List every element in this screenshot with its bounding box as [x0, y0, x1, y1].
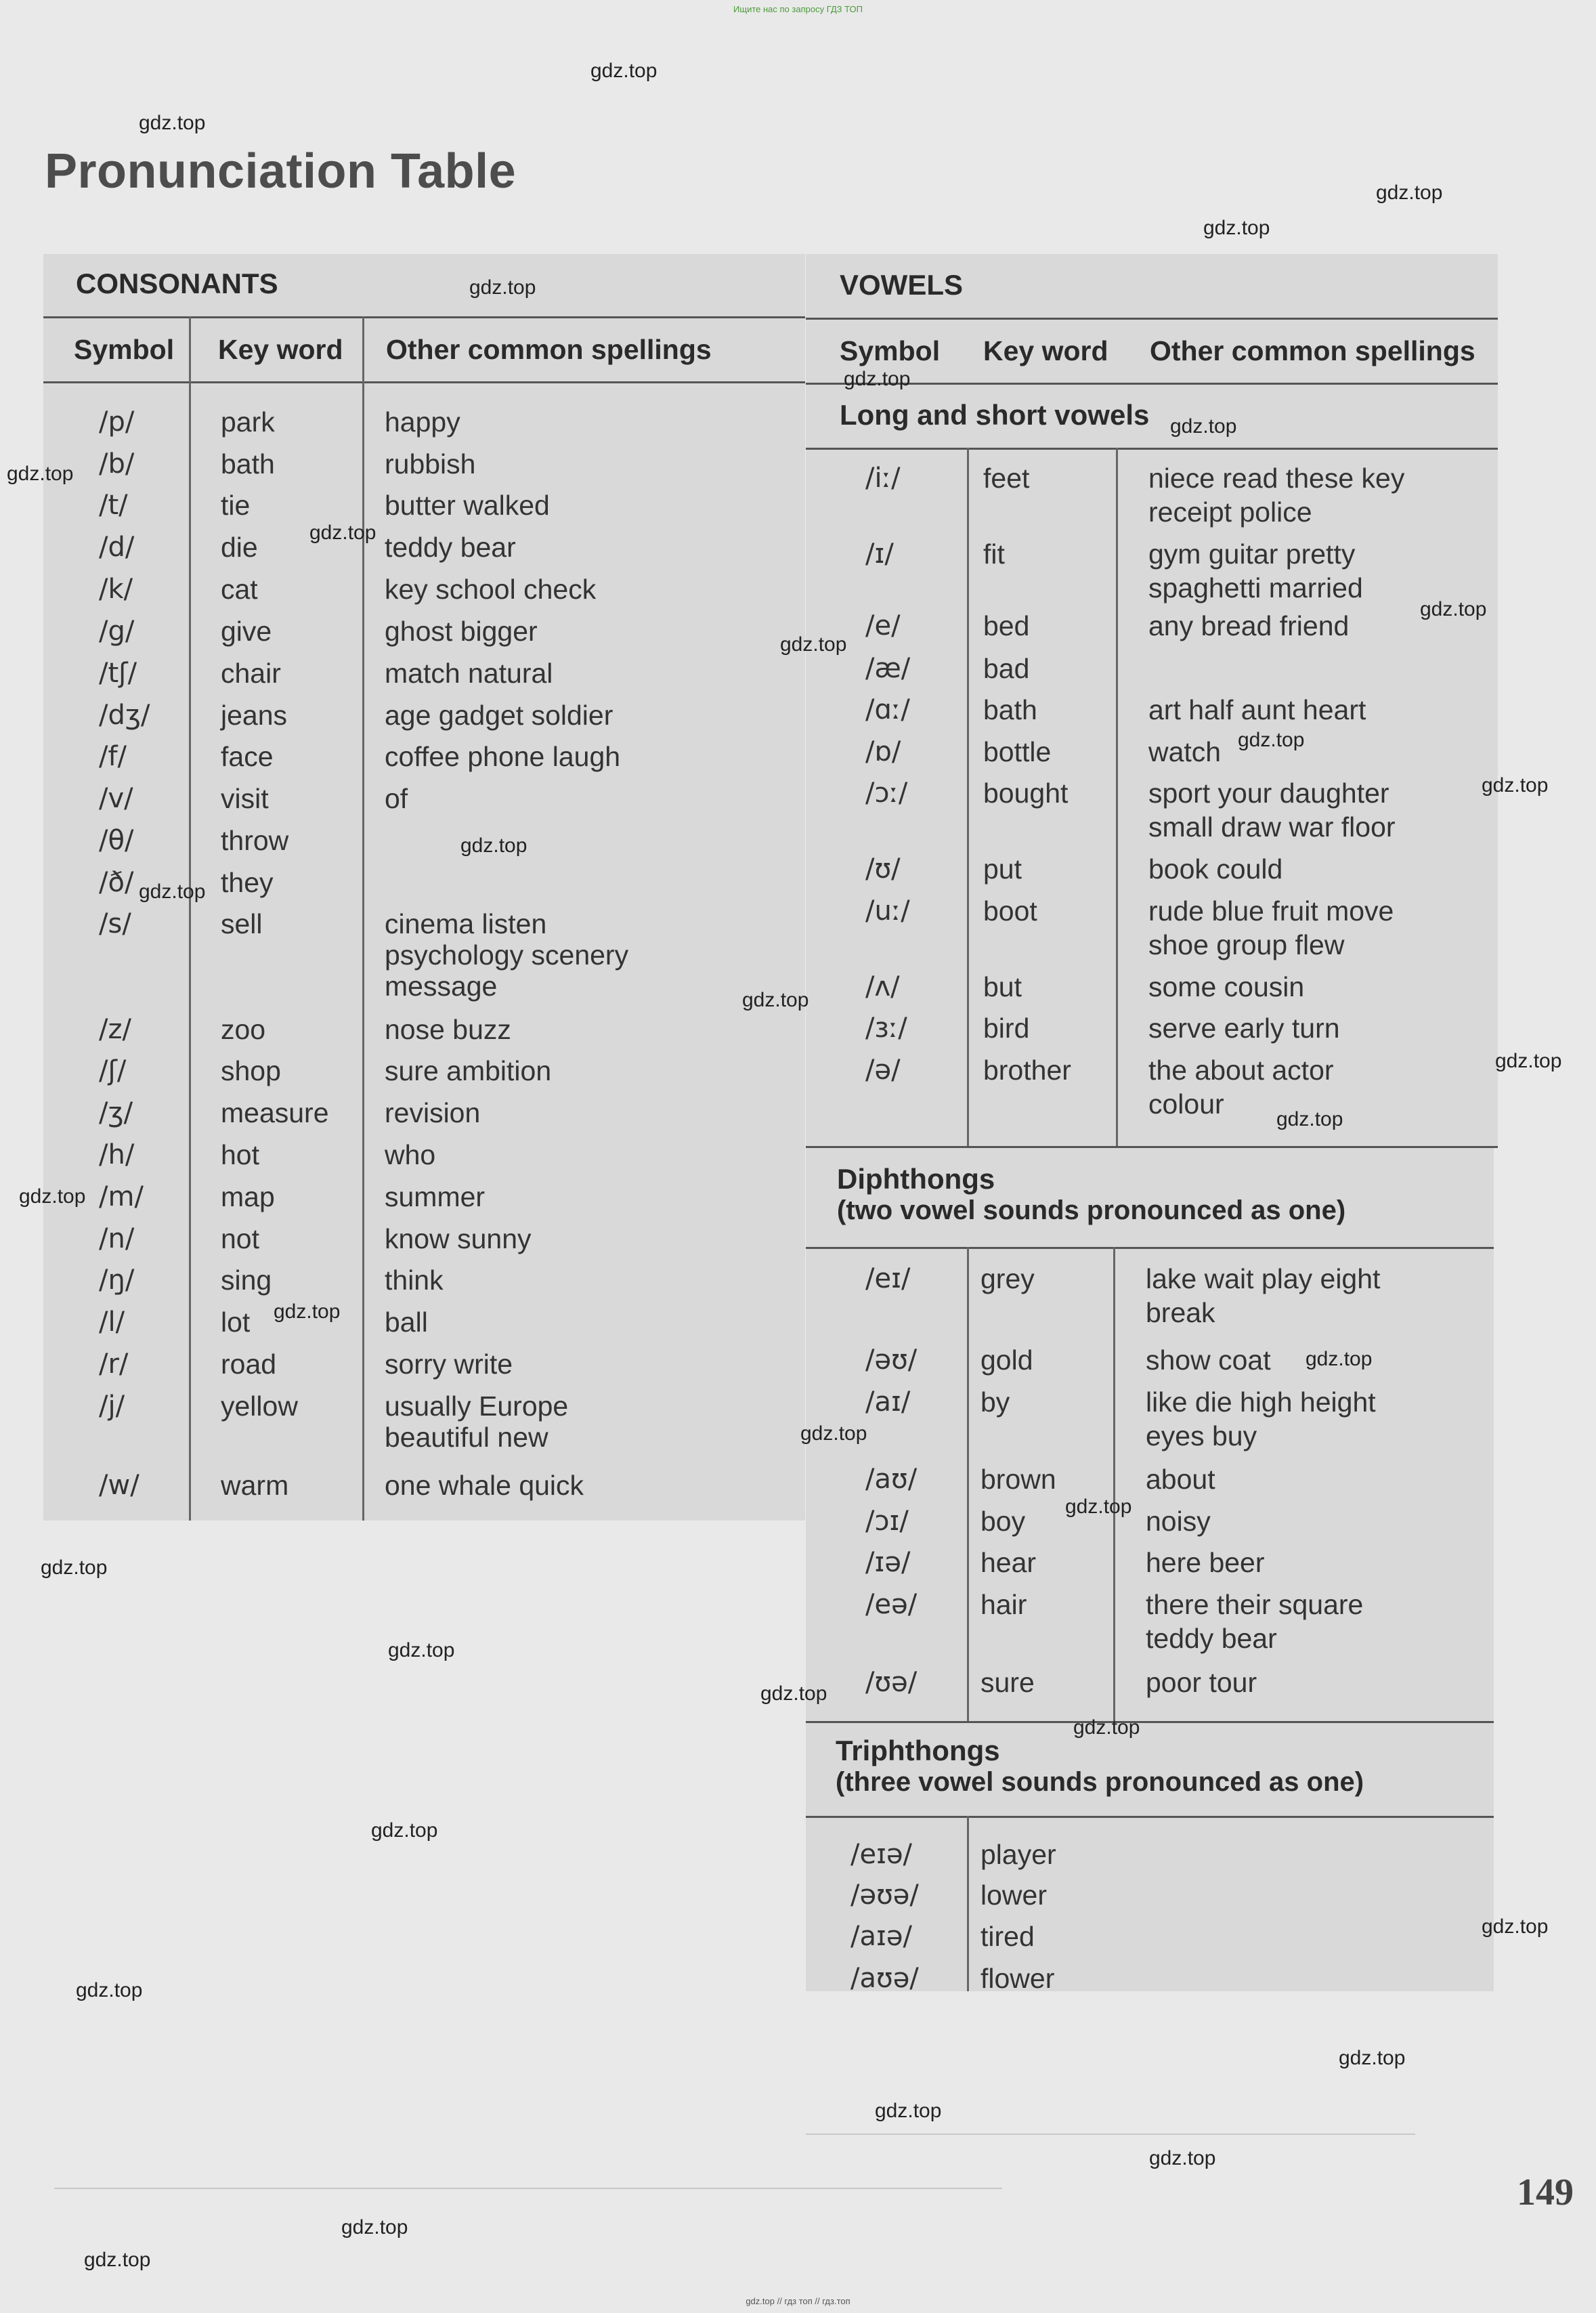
phoneme-symbol: /ʌ/	[865, 971, 900, 1002]
watermark-text: gdz.top	[76, 1979, 143, 2001]
phoneme-symbol: /aɪə/	[850, 1921, 912, 1952]
watermark-text: gdz.top	[309, 522, 376, 544]
watermark-text: gdz.top	[1495, 1050, 1562, 1072]
watermark-text: gdz.top	[139, 112, 206, 134]
other-spellings: ball	[385, 1307, 428, 1338]
key-word: feet	[983, 463, 1030, 494]
watermark-text: gdz.top	[875, 2100, 942, 2122]
phoneme-symbol: /ə/	[865, 1055, 901, 1086]
key-word: they	[221, 867, 274, 898]
other-spellings: art half aunt heart	[1148, 694, 1366, 725]
phoneme-symbol: /ɔː/	[865, 778, 908, 809]
other-spellings: butter walked	[385, 490, 550, 521]
key-word: bad	[983, 653, 1030, 684]
key-word: jeans	[221, 700, 288, 731]
phoneme-symbol: /ɪ/	[865, 538, 894, 570]
key-word: yellow	[221, 1391, 298, 1422]
watermark-text: gdz.top	[341, 2216, 408, 2238]
watermark-text: gdz.top	[742, 989, 809, 1011]
divider	[806, 318, 1498, 320]
key-word: tie	[221, 490, 251, 521]
phoneme-symbol: /eɪə/	[850, 1839, 913, 1870]
key-word: not	[221, 1223, 259, 1254]
key-word: bottle	[983, 736, 1052, 767]
phoneme-symbol: /g/	[99, 616, 135, 647]
phoneme-symbol: /b/	[99, 448, 135, 480]
watermark-text: gdz.top	[1238, 729, 1305, 751]
phoneme-symbol: /əʊ/	[865, 1344, 918, 1376]
other-spellings: one whale quick	[385, 1470, 584, 1501]
col-other-spellings: Other common spellings	[386, 334, 712, 365]
phoneme-symbol: /z/	[99, 1014, 131, 1045]
other-spellings: small draw war floor	[1148, 811, 1396, 843]
phoneme-symbol: /ɔɪ/	[865, 1506, 909, 1537]
other-spellings: ghost bigger	[385, 616, 538, 647]
watermark-text: gdz.top	[388, 1639, 455, 1661]
column-rule	[967, 1247, 969, 1721]
key-word: zoo	[221, 1014, 266, 1045]
other-spellings: niece read these key	[1148, 463, 1405, 494]
watermark-text: gdz.top	[800, 1422, 867, 1445]
key-word: hair	[980, 1589, 1027, 1620]
other-spellings: like die high height	[1146, 1386, 1376, 1418]
watermark-text: gdz.top	[1149, 2147, 1216, 2169]
col-symbol: Symbol	[74, 334, 175, 365]
phoneme-symbol: /uː/	[865, 895, 910, 927]
column-rule	[967, 448, 969, 1148]
phoneme-symbol: /n/	[99, 1223, 135, 1254]
phoneme-symbol: /ɒ/	[865, 736, 901, 767]
key-word: boy	[980, 1506, 1026, 1537]
phoneme-symbol: /ʒ/	[99, 1097, 133, 1128]
phoneme-symbol: /əʊə/	[850, 1880, 919, 1911]
col-key-word: Key word	[983, 335, 1108, 366]
other-spellings: revision	[385, 1097, 481, 1128]
col-symbol: Symbol	[840, 335, 941, 366]
key-word: sure	[980, 1667, 1035, 1698]
key-word: bought	[983, 778, 1069, 809]
key-word: die	[221, 532, 258, 563]
other-spellings: rude blue fruit move	[1148, 895, 1394, 927]
other-spellings: sure ambition	[385, 1055, 552, 1086]
column-rule	[362, 316, 364, 1521]
watermark-text: gdz.top	[780, 633, 847, 656]
key-word: chair	[221, 658, 281, 689]
other-spellings: coffee phone laugh	[385, 741, 621, 772]
key-word: but	[983, 971, 1022, 1002]
other-spellings: nose buzz	[385, 1014, 511, 1045]
other-spellings: noisy	[1146, 1506, 1211, 1537]
consonants-heading: CONSONANTS	[76, 268, 278, 299]
key-word: player	[980, 1839, 1056, 1870]
watermark-text: gdz.top	[1339, 2047, 1406, 2069]
other-spellings: gym guitar pretty	[1148, 538, 1356, 570]
key-word: shop	[221, 1055, 281, 1086]
phoneme-symbol: /ð/	[99, 867, 134, 898]
watermark-text: gdz.top	[84, 2249, 151, 2271]
key-word: bath	[983, 694, 1037, 725]
watermark-text: gdz.top	[19, 1185, 86, 1208]
key-word: grey	[980, 1263, 1035, 1294]
divider	[806, 1816, 1494, 1818]
other-spellings: happy	[385, 406, 460, 438]
phoneme-symbol: /m/	[99, 1181, 144, 1212]
phoneme-symbol: /w/	[99, 1470, 139, 1501]
key-word: bed	[983, 610, 1030, 641]
col-other-spellings: Other common spellings	[1150, 335, 1475, 366]
phoneme-symbol: /dʒ/	[99, 700, 150, 731]
phoneme-symbol: /ɜː/	[865, 1013, 907, 1044]
phoneme-symbol: /p/	[99, 406, 135, 438]
phoneme-symbol: /iː/	[865, 463, 901, 494]
other-spellings: think	[385, 1265, 444, 1296]
other-spellings: key school check	[385, 574, 597, 605]
watermark-text: gdz.top	[7, 463, 74, 485]
divider	[43, 316, 805, 318]
watermark-text: gdz.top	[1276, 1108, 1343, 1130]
phoneme-symbol: /s/	[99, 908, 131, 939]
phoneme-symbol: /tʃ/	[99, 658, 137, 689]
other-spellings: sport your daughter	[1148, 778, 1389, 809]
key-word: fit	[983, 538, 1005, 570]
column-rule	[1116, 448, 1118, 1148]
other-spellings: receipt police	[1148, 496, 1312, 528]
watermark-text: gdz.top	[371, 1819, 438, 1842]
watermark-text: gdz.top	[469, 276, 536, 299]
key-word: gold	[980, 1344, 1033, 1376]
other-spellings: watch	[1148, 736, 1222, 767]
column-rule	[189, 316, 191, 1521]
phoneme-symbol: /ɑː/	[865, 694, 910, 725]
key-word: brother	[983, 1055, 1071, 1086]
phoneme-symbol: /k/	[99, 574, 133, 605]
watermark-text: gdz.top	[139, 880, 206, 903]
other-spellings: cinema listen	[385, 908, 547, 939]
other-spellings: some cousin	[1148, 971, 1305, 1002]
diphthongs-heading: Diphthongs	[837, 1163, 995, 1195]
other-spellings: of	[385, 783, 408, 814]
watermark-text: gdz.top	[460, 834, 527, 857]
column-rule	[1113, 1247, 1115, 1721]
other-spellings: shoe group flew	[1148, 929, 1345, 960]
phoneme-symbol: /ŋ/	[99, 1265, 135, 1296]
key-word: sell	[221, 908, 263, 939]
key-word: brown	[980, 1464, 1056, 1495]
key-word: park	[221, 406, 275, 438]
watermark-text: gdz.top	[1065, 1495, 1132, 1518]
phoneme-symbol: /e/	[865, 610, 901, 641]
watermark-text: gdz.top	[1420, 598, 1487, 620]
other-spellings: colour	[1148, 1088, 1224, 1120]
key-word: face	[221, 741, 274, 772]
phoneme-symbol: /aʊ/	[865, 1464, 918, 1495]
divider	[806, 1721, 1494, 1723]
other-spellings: the about actor	[1148, 1055, 1334, 1086]
key-word: road	[221, 1349, 277, 1380]
key-word: bird	[983, 1013, 1030, 1044]
divider	[806, 1247, 1494, 1249]
key-word: visit	[221, 783, 269, 814]
vowels-table-continued	[806, 1148, 1494, 1994]
other-spellings: eyes buy	[1146, 1420, 1257, 1451]
other-spellings: rubbish	[385, 448, 476, 480]
other-spellings: message	[385, 971, 498, 1002]
phoneme-symbol: /æ/	[865, 653, 911, 684]
watermark-text: gdz.top	[590, 60, 657, 82]
top-banner: Ищите нас по запросу ГДЗ ТОП	[733, 4, 863, 14]
key-word: warm	[221, 1470, 289, 1501]
phoneme-symbol: /aɪ/	[865, 1386, 911, 1418]
watermark-text: gdz.top	[274, 1300, 341, 1323]
other-spellings: break	[1146, 1297, 1215, 1328]
other-spellings: beautiful new	[385, 1422, 548, 1453]
other-spellings: psychology scenery	[385, 939, 629, 971]
other-spellings: age gadget soldier	[385, 700, 613, 731]
other-spellings: about	[1146, 1464, 1215, 1495]
other-spellings: any bread friend	[1148, 610, 1350, 641]
phoneme-symbol: /v/	[99, 783, 133, 814]
watermark-text: gdz.top	[760, 1682, 827, 1705]
watermark-text: gdz.top	[1073, 1716, 1140, 1739]
watermark-text: gdz.top	[41, 1556, 108, 1579]
phoneme-symbol: /ʊ/	[865, 853, 901, 885]
col-key-word: Key word	[218, 334, 343, 365]
phoneme-symbol: /aʊə/	[850, 1963, 919, 1994]
column-rule	[967, 1816, 969, 1991]
phoneme-symbol: /l/	[99, 1307, 125, 1338]
long-short-heading: Long and short vowels	[840, 399, 1150, 431]
phoneme-symbol: /ʊə/	[865, 1667, 918, 1698]
key-word: throw	[221, 825, 289, 856]
other-spellings: who	[385, 1139, 436, 1170]
key-word: sing	[221, 1265, 272, 1296]
phoneme-symbol: /ʃ/	[99, 1055, 127, 1086]
other-spellings: teddy bear	[385, 532, 516, 563]
other-spellings: match natural	[385, 658, 553, 689]
key-word: lower	[980, 1880, 1047, 1911]
watermark-text: gdz.top	[844, 368, 911, 390]
key-word: bath	[221, 448, 275, 480]
watermark-text: gdz.top	[1376, 182, 1443, 204]
other-spellings: poor tour	[1146, 1667, 1257, 1698]
other-spellings: spaghetti married	[1148, 572, 1363, 603]
vowels-heading: VOWELS	[840, 269, 964, 301]
print-through-line	[54, 2188, 1002, 2189]
page-number: 149	[1517, 2171, 1574, 2213]
other-spellings: here beer	[1146, 1547, 1265, 1578]
phoneme-symbol: /eə/	[865, 1589, 918, 1620]
other-spellings: serve early turn	[1148, 1013, 1340, 1044]
phoneme-symbol: /ɪə/	[865, 1547, 911, 1578]
other-spellings: book could	[1148, 853, 1283, 885]
diphthongs-subheading: (two vowel sounds pronounced as one)	[837, 1195, 1346, 1225]
phoneme-symbol: /θ/	[99, 825, 134, 856]
key-word: lot	[221, 1307, 251, 1338]
key-word: tired	[980, 1921, 1035, 1952]
key-word: measure	[221, 1097, 329, 1128]
other-spellings: summer	[385, 1181, 486, 1212]
key-word: boot	[983, 895, 1037, 927]
other-spellings: sorry write	[385, 1349, 513, 1380]
triphthongs-heading: Triphthongs	[836, 1735, 1000, 1766]
phoneme-symbol: /j/	[99, 1391, 125, 1422]
phoneme-symbol: /f/	[99, 741, 127, 772]
key-word: by	[980, 1386, 1010, 1418]
bottom-banner: gdz.top // гдз топ // гдз.топ	[746, 2296, 850, 2306]
key-word: map	[221, 1181, 275, 1212]
other-spellings: lake wait play eight	[1146, 1263, 1381, 1294]
divider	[43, 381, 805, 383]
key-word: cat	[221, 574, 258, 605]
other-spellings: teddy bear	[1146, 1623, 1277, 1654]
key-word: give	[221, 616, 272, 647]
other-spellings: show coat	[1146, 1344, 1271, 1376]
divider	[806, 448, 1498, 450]
print-through-line	[806, 2134, 1415, 2135]
other-spellings: there their square	[1146, 1589, 1364, 1620]
watermark-text: gdz.top	[1482, 1915, 1549, 1938]
other-spellings: usually Europe	[385, 1391, 569, 1422]
phoneme-symbol: /r/	[99, 1349, 129, 1380]
watermark-text: gdz.top	[1170, 415, 1237, 438]
page-title: Pronunciation Table	[45, 144, 517, 198]
phoneme-symbol: /h/	[99, 1139, 135, 1170]
phoneme-symbol: /t/	[99, 490, 128, 521]
key-word: put	[983, 853, 1022, 885]
triphthongs-subheading: (three vowel sounds pronounced as one)	[836, 1767, 1364, 1797]
watermark-text: gdz.top	[1306, 1348, 1373, 1370]
watermark-text: gdz.top	[1203, 217, 1270, 239]
watermark-text: gdz.top	[1482, 774, 1549, 797]
key-word: hot	[221, 1139, 259, 1170]
key-word: flower	[980, 1963, 1055, 1994]
phoneme-symbol: /d/	[99, 532, 135, 563]
other-spellings: know sunny	[385, 1223, 532, 1254]
phoneme-symbol: /eɪ/	[865, 1263, 911, 1294]
key-word: hear	[980, 1547, 1037, 1578]
